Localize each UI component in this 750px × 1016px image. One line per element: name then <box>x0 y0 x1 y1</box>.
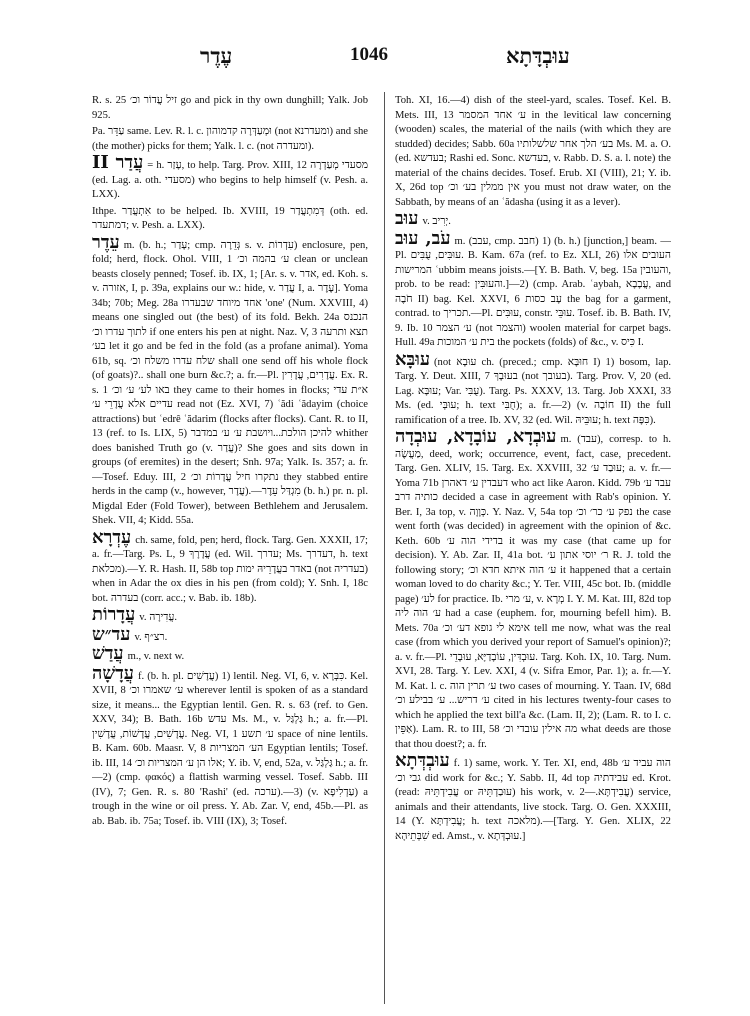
entry-text: m. (עבב, cmp. חבב) 1) (b. h.) [junction,] beam. —Pl. עוּבִּים, עֻבִּים. B. Kam. 67a (ref. to Ez. XLI, 26) העובים אלו המרישות ʿubbim means joists.—[Y. B. Bath. V, beg. 15a והעובין, prob. to be read: והעוּבִּין.]—2) (cmp. Arab. ʿaybah, עֲבָבָא, and חֹבֶה II) bag. Kel. XXVI, 6 עָב כסות the bag for a garment, contrad. to תכריך.—Pl. עוּבִּים, constr. עוּבֵּי. Tosef. ib. B. Bath. IV, 9. Ib. 10 ע׳ הצמר (not והצמר) woolen material for carpet bags. Hull. 49a בית ע׳ המוכות the pockets (folds) of &c., v. כִּיס I. <box>395 235 671 348</box>
entry-text: m. (עבד), corresp. to h. מַעֲשֶׂה, deed, work; occurrence, event, fact, case, precedent. Targ. Gen. XLIV, 15. Targ. Ex. XXVIII, 32 עוּבַד ע׳; a. v. fr.—Yoma 71b דעבדין ע׳ דאהרן who act like Aaron. Kidd. 79b עבד ע׳ כותיה דרב decided a case in agreement with Rab's opinion. Y. Ber. I, 3a top, v. כְּוָוָה. Y. Naz. V, 54a top נפק ע׳ כר׳ וכ׳ the case went forth (was decided) in agreement with the opinion of &c. Keth. 60b בדידי הוה ע׳ it was my case (that came up for decision). Y. Ab. Zar. II, 41a bot. ר׳ יוסי אתון ע׳ R. J. told the following story; ע׳ הוה איתא חדא וכ׳ it happened that a certain woman loved to do charity &c.; Y. Ter. VIII, 45c bot. Ib. (middle page) לע׳ for practice. Ib. ע׳ מרי, v. מְרָא I. Y. M. Kat. III, 82d top ע׳ הוה ליה had a case (euphem. for, mourning befell him). B. Mets. 70a אימא לי גופא דע׳ וכ׳ tell me now, what was the real case (from which you derived your report of Samuel's opinion)?; a. v. fr.—Pl. עוּבְדִּין, עוֹבָדַיָּא, עוּבָדֵי. Targ. Koh. IX, 10. Targ. Num. XVI, 28. Targ. Y. Lev. XXI, 4 (v. Sifra Emor, Par. 1); a. fr.—Y. M. Kat. l. c. ע׳ תרין הוה two cases of mourning. Y. Taan. IV, 68d ע׳ דריש... ע׳ בבילע וכ׳ cited in his lectures twenty-four cases to which he applied the text bill'a &c. (Lam. II, 2); (Lam. R. to I. c. אַפֵּין). Lam. R. to III, 58 מה אילין עובדי וכ׳ what deeds are those that thou doest?; a. fr. <box>395 434 671 750</box>
entry-text: v. עֲדִירָה. <box>139 612 178 623</box>
entry-headword: עֲדַר II <box>92 152 144 173</box>
entry-text: f. 1) same, work. Y. Ter. XI, end, 48b הוה עביד ע׳ גבי וכ׳ did work for &c.; Y. Sabb. II, 4d top עבידתיה ed. Krot. (read: עֲבִידְתֵּיהּ or עוּבַדְתֵּיהּ) his work, v. עֲבִידְתָּא.—2) service, animals and their attendants, live stock. Targ. O. Gen. XXXIII, 14 (Y. עֲבִידְתָּא; h. text מלאכה).—[Targ. Y. Gen. XLIX, 22 שִׁבְּתֵיהָא ed. Amst., v. עוּבְדְּתָא.] <box>395 758 671 842</box>
entry-text: v. רצ״ף. <box>134 631 168 643</box>
entry-text: (not עוּבָא ch. (preced.; cmp. חוּבָּא I) 1) bosom, lap. Targ. Y. Deut. XIII, 7 בעוּבָךְ (not בעובך). Targ. Prov. V, 20 (ed. Lag. עוּבָּא; Var. עֻבִּי). Targ. Ps. XXXV, 13. Targ. Job XXXI, 33 Ms. (ed. עוּבְּי; h. text חֻבִּי); a. fr.—2) (v. חוֹבֶה II) the full ramification of a tree. Ib. XV, 32 (ed. Wil. עוּבֵּיהּ; h. text כִּפָּה). <box>395 356 671 426</box>
entry-headword: עוּבָּא <box>395 348 431 370</box>
entry-headword: עֶדְרָא <box>92 526 132 548</box>
entry-text: m., v. next w. <box>127 651 185 662</box>
dictionary-entry <box>92 623 368 646</box>
entry-text: R. s. 25 זיל עֲדוֹר וכ׳ go and pick in thy own dunghill; Yalk. Job 925. <box>92 95 368 121</box>
entry-headword: עֲדָרוֹת <box>92 604 136 625</box>
entry-text: m. (b. h.; עָדַר; cmp. גְּדֵרָה s. v. עִדְרוֹת) enclosure, pen, fold; herd, flock. Ohol. VIII, 1 ע׳ בהמה וכ׳ clean or unclean beasts closely penned; Tosef. ib. IX, 1; [Ar. s. v. אדר, ed. Koh. s. v. אזורה, I, p. 39a, explains our w.: hide, v. עֲדַר I, a. עֶדֶר]. Yoma 34b; 70b; Meg. 28a אחד מיוחד שבעדרו 'one' (Num. XXVIII, 4) means one singled out (the best) of its fold. Bekh. 24a הנכנס לתוך עדרו וכ׳ if one enters his pen at night. Naz. V, 3 תצא ותרעה בע׳ let it go and be fed in the fold (as a profane animal). Yoma 61b, sq. שלח עדרו משלח וכ׳ shall one send off his whole flock (of goats)?.. shall one burn &c.?; a. fr.—Pl. עֲדָרִים, עֲדָרִין. Ex. R. s. 1 באו לע׳ ע׳ וכ׳ they came to their homes in flocks; א״ת עדי עדיים אלא עֲדָרֵי ע׳ read not (Ez. XVI, 7) ʿădi ʿădayim (choice attractions) but ʿedrê ʿădarim (flocks after flocks). Cant. R. to II, 13 (ref. to Is. LIX, 5) להיכן הולכת...ויושבת ע׳ ע׳ במדבר whither does banished Truth go (v. עֲדַר)? She goes and sits down in groups (of eremites) in the desert; Snh. 97a; Yalk. Is. 357; a. fr.—Tosef. Eduy. III, 2 נתקרו חיל עֲדָרוֹת וכ׳ they stabbed entire herds in the camp (v., however, עֲדָר).—מִגְדַּל עֵדֶר (b. h.) pr. n. pl. Migdal Eder (Fold Tower), between Bethlehem and Jerusalem. Shek. VII, 4; Kidd. 55a. <box>92 239 368 526</box>
dictionary-entry <box>395 426 671 752</box>
entry-headword: עֵדֶר <box>92 231 120 253</box>
dictionary-entry <box>92 526 368 607</box>
dictionary-entry <box>92 643 368 665</box>
entry-headword: עֲדַשׁ <box>92 643 124 664</box>
left-running-head: עֶדֶר <box>200 44 233 68</box>
entry-text: v. יְרִיב. <box>422 216 451 227</box>
entry-headword: עוּב <box>395 208 419 229</box>
entry-text: = h. עָזַר, to help. Targ. Prov. XIII, 12 מסעדי מְעַדְרָה (ed. Lag. a. oth. מסעדי) who begins to help himself (v. Pesh. a. LXX). <box>92 160 368 200</box>
page-number: 1046 <box>350 44 388 65</box>
dictionary-entry <box>92 662 368 830</box>
right-running-head: עוּבְדָּתָא <box>506 44 570 68</box>
entry-text: Toh. XI, 16.—4) dish of the steel-yard, scales. Tosef. Kel. B. Mets. III, 13 ע׳ אחד המסמר in the levitical law concerning (wooden) scales, the material of the nails (with which they are studded) decides; Sabb. 60a בע׳ הלך אחר שלשלותיו Ms. M. a. O. (ed. בעדשא; Rashi ed. Sonc. בעדשא, v. Rabb. D. S. a. l. note) the material of the chains decides. Tosef. Erub. XI (VIII), 21; Y. ib. X, 26d top אין ממלין בע׳ וכ׳ you must not draw water, on the Sabbath, by means of an ʿădasha (using it as a lever). <box>395 95 671 208</box>
entry-text: Pa. עַדֵּר same. Lev. R. l. c. וּמְעַדְּרָה קדמוהון (not ומעדרנא) and she (the mother) picks for them; Yalk. l. c. (not ומעדרה). <box>92 126 368 152</box>
dictionary-entry <box>395 227 671 351</box>
dictionary-entry <box>92 231 368 529</box>
entry-headword: עֲדָשָׁה <box>92 662 134 684</box>
entry-text: ch. same, fold, pen; herd, flock. Targ. Gen. XXXII, 17; a. fr.—Targ. Ps. L, 9 עֲדָרָךְ (ed. Wil. עדרך; Ms. דעדרך, h. text מכלאת).—Y. R. Hash. II, 58b top באדר בעֲדָרֵיהּ ימות (not בעדריה) when in Adar the ox dies in his pen (from cold); Y. Snh. I, 18c bot. בעדרה (corr. acc.; v. Bab. ib. 18b). <box>92 534 368 604</box>
dictionary-entry <box>92 604 368 626</box>
dictionary-entry <box>395 348 671 429</box>
entry-headword: עד״ש <box>92 623 131 645</box>
entry-text: f. (b. h. pl. עֲדָשִׁים) 1) lentil. Neg. VI, 6, v. כִּבְּרָא. Kel. XVII, 8 ע׳ שאמרו וכ׳ wherever lentil is spoken of as a standard size, it means... the Egyptian lentil. Gen. R. s. 63 (ref. to Gen. XXV, 34); B. Bath. 16b עדש Ms. M., v. גַּלְגַּל h.; a. fr.—Pl. עֲדָשִׁים, עֲדָשׁוֹת, עֲדָשִׁין. Neg. VI, 1 ע׳ תשע space of nine lentils. B. Kam. 60b. Maasr. V, 8 הע׳ המצריות Egyptian lentils; Tosef. ib. III, 14 אלו הן ע׳ המצריות וכ׳; Y. ib. V, end, 52a, v. גַּלְגַּל h.; a. fr.—2) (cmp. φακός) a flattish warming vessel. Tosef. Sabb. III (IV), 7; Gen. R. s. 80 'Rashi' (ed. ערכה).—3) (v. עַדְלִיפָא) a trough in the wine or oil press. Y. Ab. Zar. V, end, 45b.—Pl. as ab. Bab. ib. 75a; Tosef. ib. VIII (IX), 3; Tosef. <box>92 670 368 827</box>
entry-headword: עוּבְדָא, עוֹבָדָא, עוּבְדָה <box>395 426 557 447</box>
entry-text: Ithpe. אִתְעֲדַר to be helped. Ib. XVIII, 19 דְּמִתְעֲדַר (oth. ed. דמתעדר; v. Pesh. a. LXX). <box>92 205 368 231</box>
dictionary-entry <box>395 750 671 844</box>
dictionary-entry <box>92 205 368 234</box>
left-column <box>92 94 368 999</box>
dictionary-entry <box>395 208 671 230</box>
dictionary-entry <box>395 94 671 210</box>
entry-headword: עוּבְדְּתָא <box>395 750 450 771</box>
dictionary-entry <box>92 125 368 154</box>
page-header <box>0 44 750 74</box>
entry-headword: עֹב, עוּב <box>395 227 451 249</box>
dictionary-entry <box>92 152 368 203</box>
column-divider <box>384 92 385 1004</box>
right-column <box>395 94 671 999</box>
dictionary-entry <box>92 94 368 123</box>
